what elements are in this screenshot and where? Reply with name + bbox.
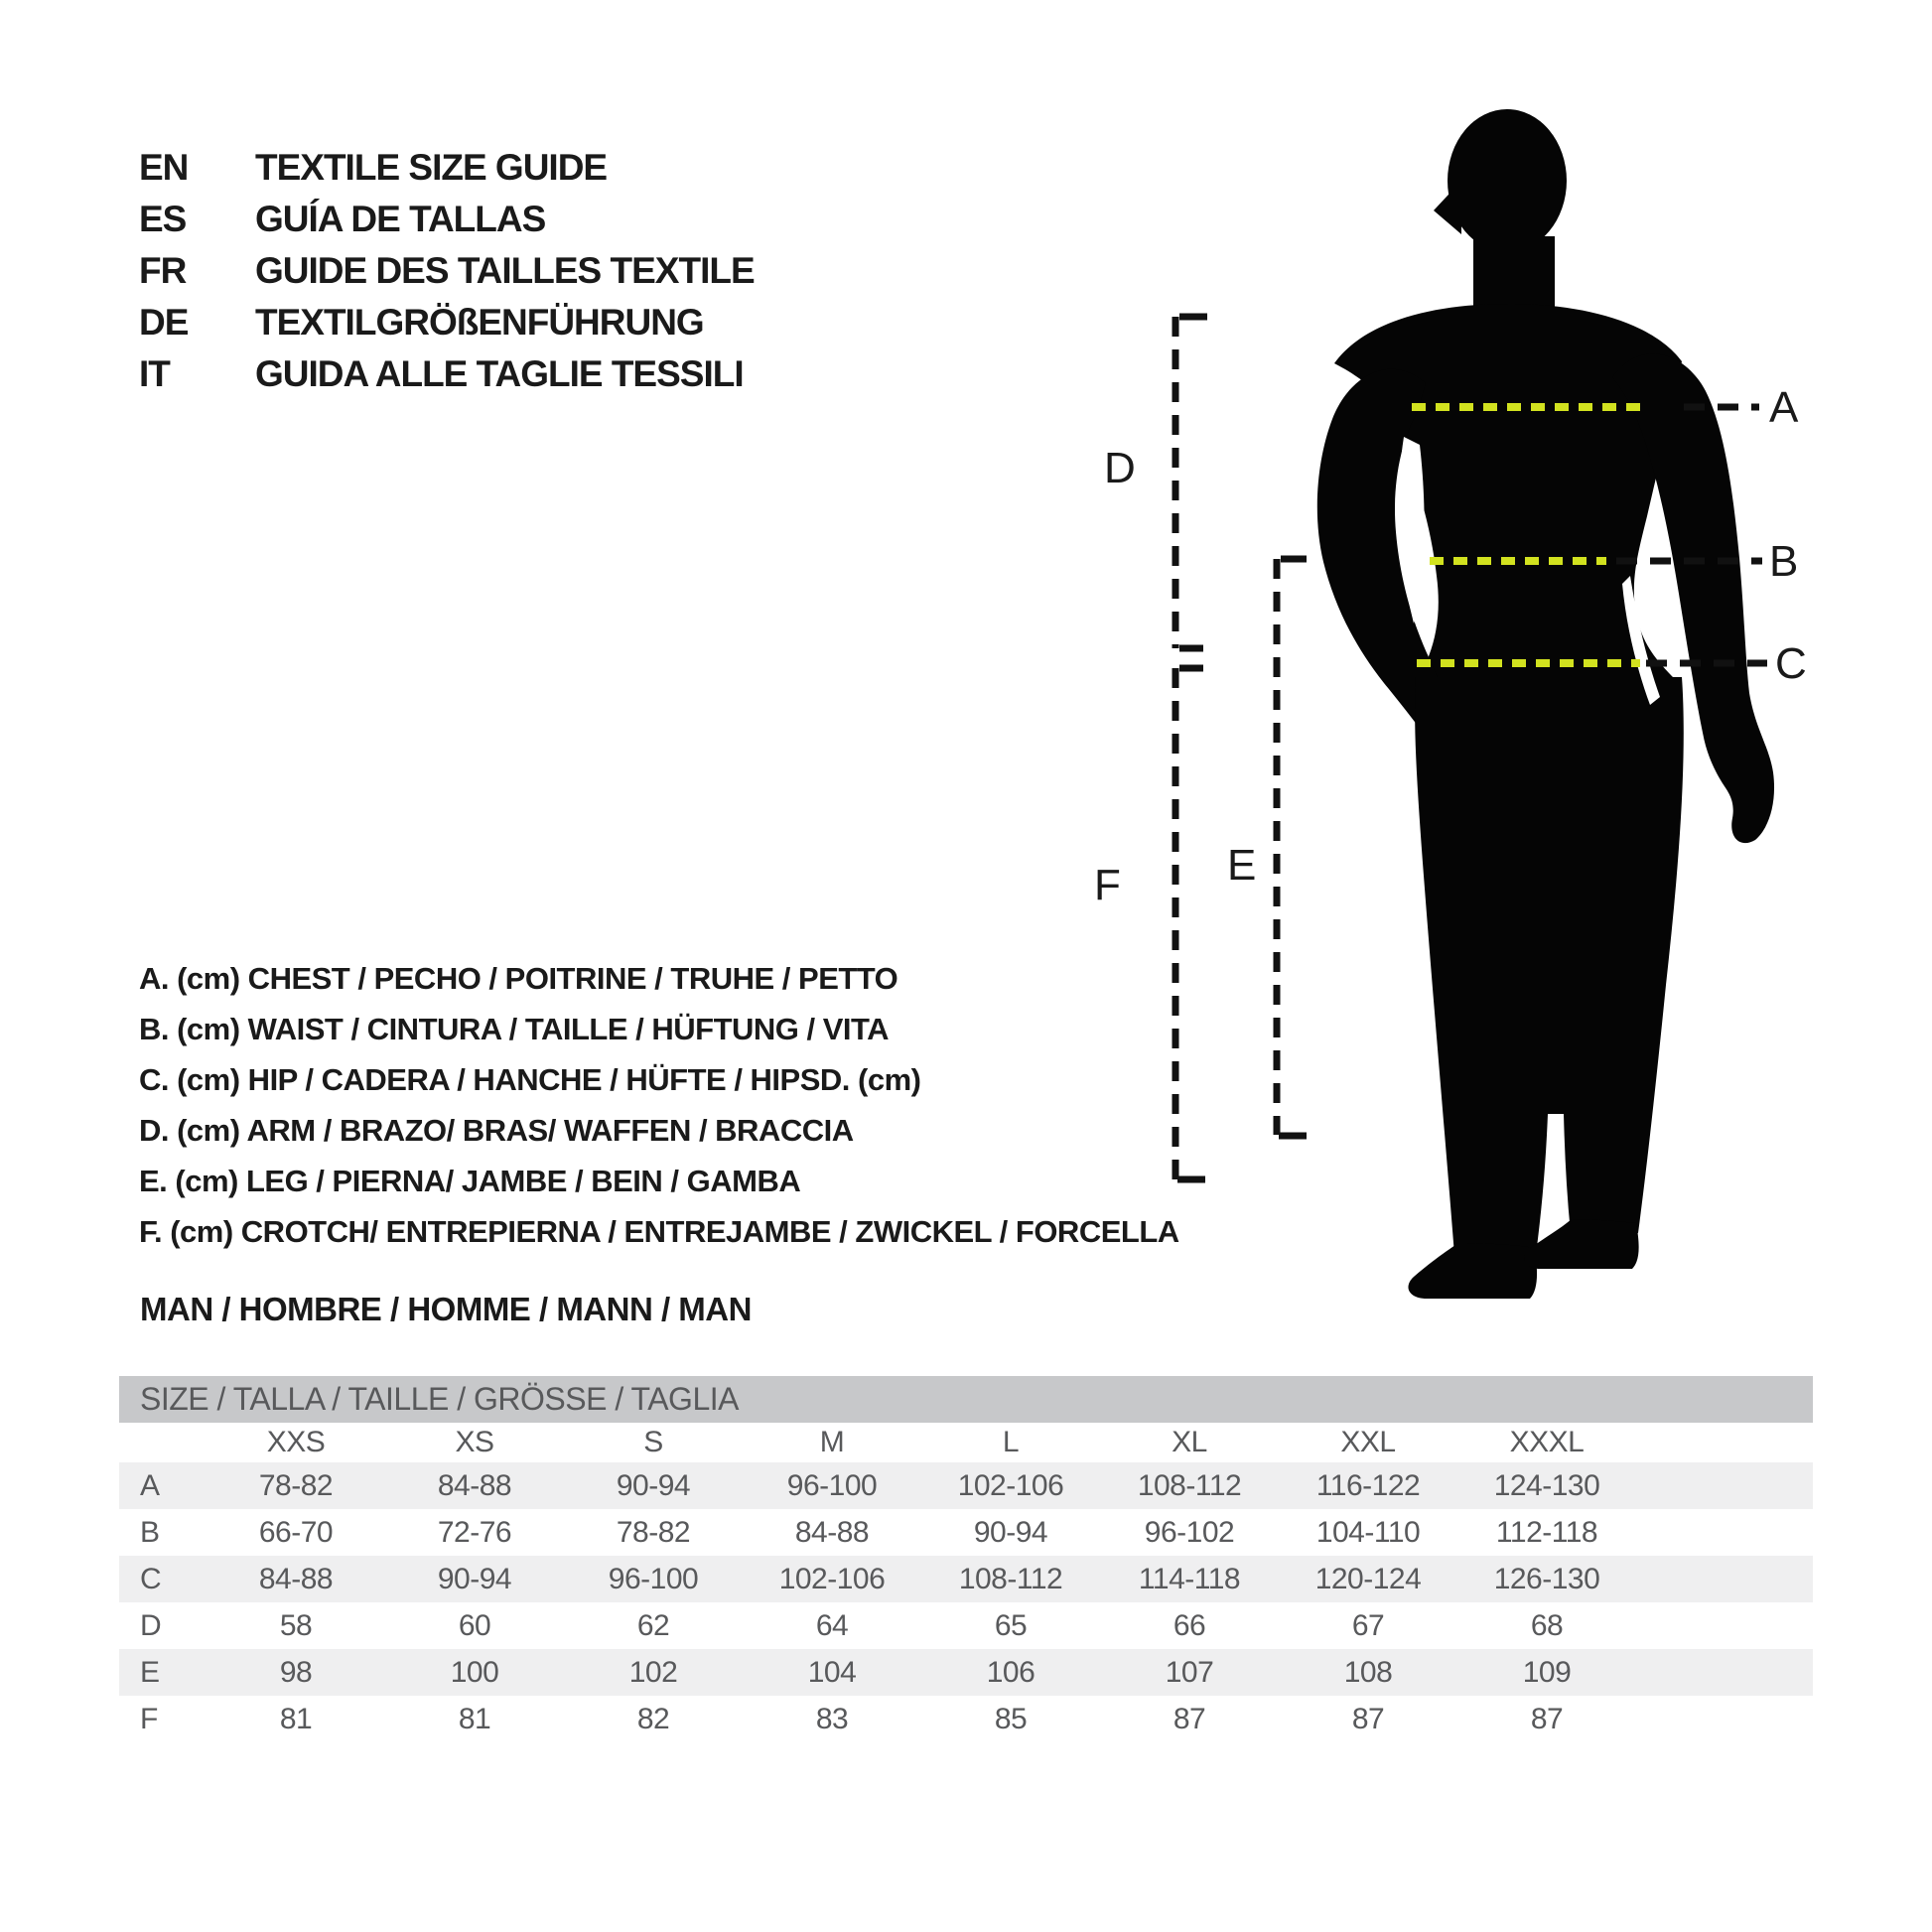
measurement-value: 90-94 [616,1468,691,1502]
measurement-value: 126-130 [1493,1562,1600,1595]
lang-title: TEXTILE SIZE GUIDE [255,147,608,188]
lang-row-de [139,297,755,348]
lang-title: GUÍA DE TALLAS [255,199,546,239]
measurement-value: 81 [458,1702,491,1735]
measurement-value: 104 [807,1655,857,1689]
face-shape [1434,181,1461,234]
man-measurement-figure [1033,79,1837,1340]
measurement-value: 83 [815,1702,849,1735]
size-column-header: M [819,1426,845,1458]
table-row [119,1602,1813,1649]
measurement-value: 62 [636,1608,670,1642]
measurement-value: 116-122 [1315,1468,1421,1502]
measurement-value: 108 [1343,1655,1393,1689]
lang-code: FR [139,250,187,291]
size-table [119,1376,1813,1742]
legend-line-b: B. (cm) WAIST / CINTURA / TAILLE / HÜFTUNG / VITA [139,1011,890,1046]
measurement-legend [139,953,1179,1257]
table-row [119,1509,1813,1556]
measurement-value: 98 [279,1655,313,1689]
lang-title: GUIDE DES TAILLES TEXTILE [255,250,755,291]
measurement-value: 84-88 [258,1562,334,1595]
size-column-header: XXS [266,1426,326,1458]
legend-line-a: A. (cm) CHEST / PECHO / POITRINE / TRUHE / PETTO [139,960,898,996]
measurement-value: 60 [458,1608,491,1642]
measurement-value: 104-110 [1315,1515,1421,1549]
size-column-header: XXL [1340,1426,1396,1458]
measurement-value: 96-100 [786,1468,878,1502]
table-row [119,1556,1813,1602]
measurement-value: 84-88 [437,1468,512,1502]
lang-row-it [139,348,755,400]
measurement-value: 66 [1173,1608,1206,1642]
measurement-value: 82 [636,1702,670,1735]
row-label: A [140,1468,160,1502]
lang-row-fr [139,245,755,297]
measurement-value: 109 [1522,1655,1572,1689]
measurement-value: 102 [628,1655,678,1689]
measurement-value: 96-102 [1144,1515,1235,1549]
measurement-value: 72-76 [437,1515,512,1549]
lang-row-en [139,142,755,194]
size-column-header: L [1002,1426,1020,1458]
measurement-value: 87 [1351,1702,1385,1735]
legend-line-d: D. (cm) ARM / BRAZO/ BRAS/ WAFFEN / BRACCIA [139,1112,854,1148]
man-silhouette [1317,109,1774,1299]
row-label: E [140,1655,160,1689]
measurement-value: 64 [815,1608,849,1642]
lang-row-es [139,194,755,245]
label-leg-e: E [1227,841,1256,890]
measurement-value: 68 [1530,1608,1564,1642]
measurement-value: 114-118 [1138,1562,1241,1595]
size-column-header: XXXL [1509,1426,1585,1458]
table-row [119,1462,1813,1509]
gender-line: MAN / HOMBRE / HOMME / MANN / MAN [140,1291,752,1327]
size-column-header: S [643,1426,663,1458]
measurement-value: 90-94 [437,1562,512,1595]
lang-code: IT [139,353,170,394]
table-row [119,1696,1813,1742]
measurement-value: 108-112 [1137,1468,1242,1502]
lang-title: TEXTILGRÖßENFÜHRUNG [255,302,704,343]
legend-line-f: F. (cm) CROTCH/ ENTREPIERNA / ENTREJAMBE / ZWICKEL / FORCELLA [139,1213,1179,1249]
measurement-value: 78-82 [616,1515,691,1549]
measurement-value: 65 [994,1608,1028,1642]
label-chest-a: A [1769,383,1798,432]
language-title-block [139,142,755,400]
measurement-value: 96-100 [608,1562,699,1595]
lang-code: ES [139,199,187,239]
measurement-value: 66-70 [258,1515,334,1549]
row-label: D [140,1608,162,1642]
legs-shape [1415,677,1684,1255]
neck-shape [1473,236,1555,310]
measurement-value: 87 [1173,1702,1206,1735]
right-foot-shape [1524,1219,1638,1269]
measurement-value: 90-94 [973,1515,1048,1549]
size-column-header: XL [1172,1426,1207,1458]
label-crotch-f: F [1094,861,1120,909]
measurement-value: 58 [279,1608,313,1642]
left-foot-shape [1408,1243,1537,1299]
size-table-header-label: SIZE / TALLA / TAILLE / GRÖSSE / TAGLIA [140,1381,739,1417]
legend-line-c: C. (cm) HIP / CADERA / HANCHE / HÜFTE / HIPSD. (cm) [139,1061,921,1097]
row-label: C [140,1562,162,1595]
measurement-value: 84-88 [794,1515,870,1549]
measurement-value: 108-112 [958,1562,1063,1595]
measurement-value: 67 [1351,1608,1385,1642]
measurement-value: 120-124 [1314,1562,1422,1595]
measurement-value: 85 [994,1702,1028,1735]
measurement-value: 87 [1530,1702,1564,1735]
measurement-value: 102-106 [957,1468,1064,1502]
measurement-value: 106 [986,1655,1035,1689]
measurement-value: 102-106 [778,1562,886,1595]
man-silhouette-diagram [1033,79,1837,1340]
table-row [119,1649,1813,1696]
label-waist-b: B [1769,537,1798,586]
row-label: B [140,1515,160,1549]
measurement-value: 124-130 [1493,1468,1600,1502]
head-shape [1448,109,1567,252]
measurement-value: 100 [450,1655,499,1689]
measurement-value: 107 [1165,1655,1214,1689]
measurement-value: 112-118 [1495,1515,1598,1549]
size-column-header: XS [455,1426,494,1458]
measurement-value: 81 [279,1702,313,1735]
size-row [119,1423,1813,1462]
lang-code: DE [139,302,189,343]
row-label: F [140,1702,158,1735]
measurement-value: 78-82 [258,1468,334,1502]
lang-title: GUIDA ALLE TAGLIE TESSILI [255,353,744,394]
legend-line-e: E. (cm) LEG / PIERNA/ JAMBE / BEIN / GAMBA [139,1163,801,1198]
size-table-header [119,1376,1813,1423]
label-hip-c: C [1775,639,1806,688]
label-arm-d: D [1104,444,1135,492]
size-table-body [119,1462,1813,1742]
lang-code: EN [139,147,189,188]
